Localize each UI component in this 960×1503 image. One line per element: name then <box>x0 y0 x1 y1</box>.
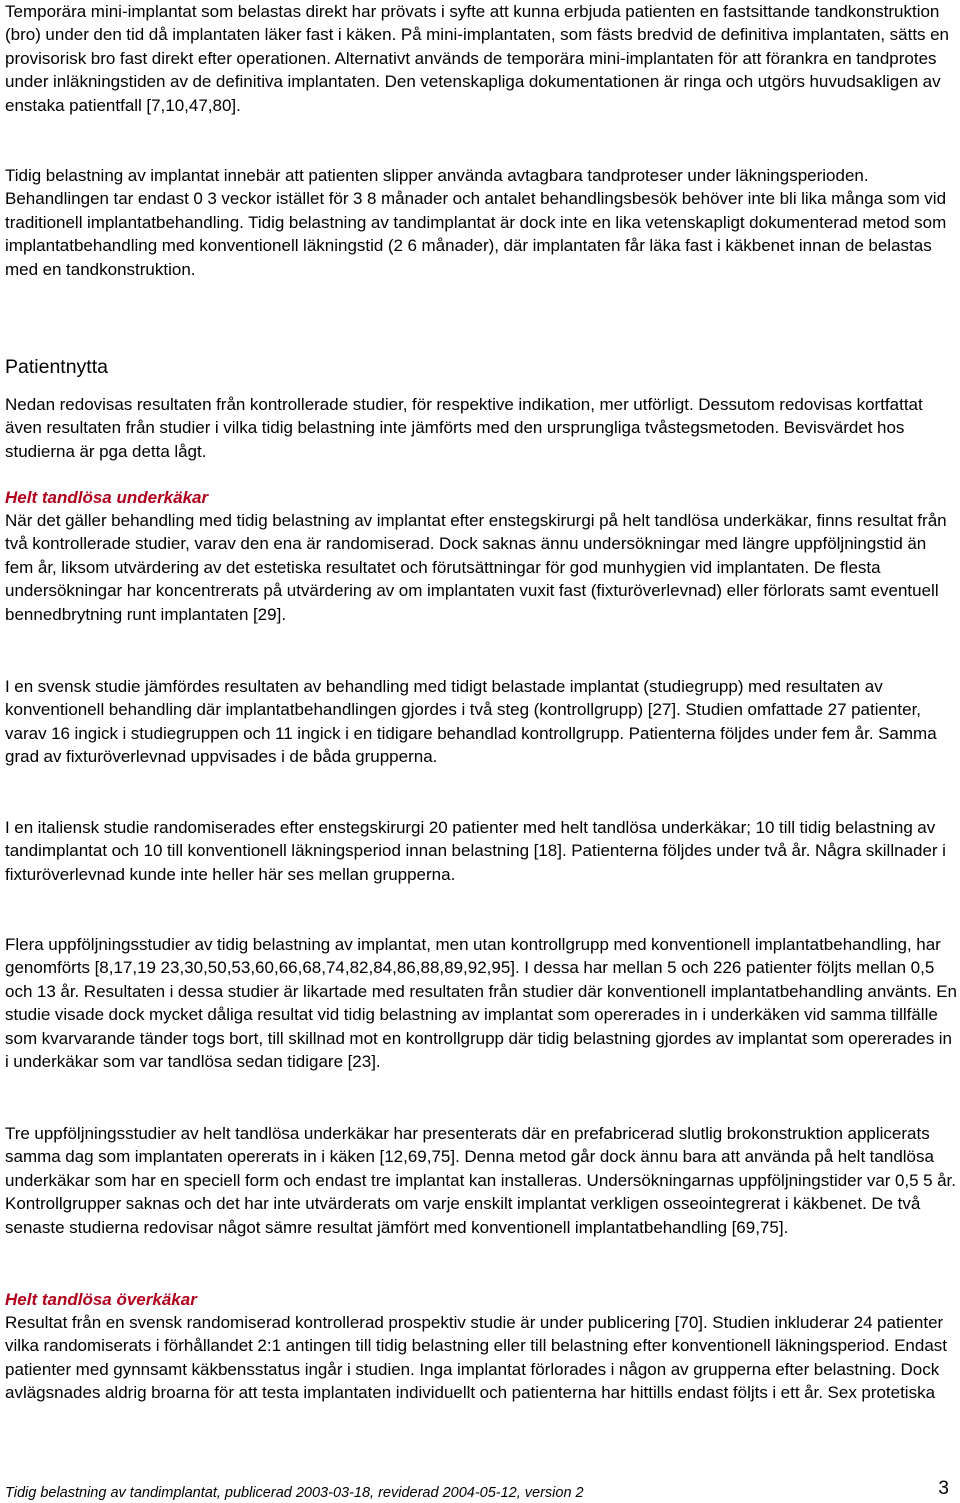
subheading-overkakar: Helt tandlösa överkäkar <box>5 1290 197 1309</box>
paragraph-text: Tre uppföljningsstudier av helt tandlösa underkäkar har presenterats där en prefabricerad slutlig brokonstruktion applicerats samma dag som implantaten opererats in i käken [12,69,75]. Denna metod går dock ännu bara att använda på helt tandlösa underkäkar som har en speciell form och endast tre implantat kan installeras. Undersökningarnas uppföljningstider var 0,5 5 år. Kontrollgrupper saknas och det har inte utvärderats om varje enskilt implantat verkligen osseointegrerat i käkbenet. De två senaste studierna redovisar något sämre resultat jämfört med konventionell implantatbehandling [69,75]. <box>5 1124 956 1237</box>
paragraph-text: Nedan redovisas resultaten från kontrollerade studier, för respektive indikation, mer utförligt. Dessutom redovisas kortfattat även resultaten från studier i vilka tidig belastning inte jämförts med den ursprungliga tvåstegsmetoden. Bevisvärdet hos studierna är pga detta lågt. <box>5 395 923 461</box>
underkakar-paragraph-4 <box>5 933 958 1073</box>
paragraph-text: När det gäller behandling med tidig belastning av implantat efter enstegskirurgi på helt tandlösa underkäkar, finns resultat från två kontrollerade studier, varav den ena är randomiserad. Dock saknas ännu undersökningar med längre uppföljningstid än fem år, liksom utvärdering av det estetiska resultatet och förutsättningar för god munhygien vid implantaten. De flesta undersökningar har koncentrerats på utvärdering av om implantaten vuxit fast (fixturöverlevnad) eller förlorats samt eventuell bennedbrytning runt implantaten [29]. <box>5 511 947 624</box>
section-heading-patientnytta: Patientnytta <box>5 356 108 378</box>
patientnytta-paragraph <box>5 393 958 463</box>
underkakar-paragraph-5 <box>5 1122 958 1239</box>
footer-text: Tidig belastning av tandimplantat, publicerad 2003-03-18, reviderad 2004-05-12, version 2 <box>5 1485 584 1501</box>
subheading-underkakar: Helt tandlösa underkäkar <box>5 488 209 507</box>
page-number: 3 <box>938 1478 949 1499</box>
overkakar-paragraph-1 <box>5 1311 958 1405</box>
paragraph-text: Temporära mini-implantat som belastas direkt har prövats i syfte att kunna erbjuda patienten en fastsittande tandkonstruktion (bro) under den tid då implantaten läker fast i käken. På mini-implantaten, som fästs bredvid de definitiva implantaten, sätts en provisorisk bro fast direkt efter operationen. Alternativt används de temporära mini-implantaten för att förankra en tandprotes under inläkningstiden av de definitiva implantaten. Den vetenskapliga dokumentationen är ringa och utgörs huvudsakligen av enstaka patientfall [7,10,47,80]. <box>5 2 949 115</box>
paragraph-text: Resultat från en svensk randomiserad kontrollerad prospektiv studie är under publicering [70]. Studien inkluderar 24 patienter vilka randomiserats i förhållandet 2:1 antingen till tidig belastning eller till belastning efter konventionell läkningsperiod. Endast patienter med gynnsamt käkbensstatus ingår i studien. Inga implantat förlorades i någon av grupperna efter belastning. Dock avlägsnades aldrig broarna för att testa implantaten individuellt och patienterna har hittills endast följts i ett år. Sex protetiska <box>5 1313 948 1403</box>
underkakar-paragraph-1 <box>5 509 958 626</box>
paragraph-text: I en svensk studie jämfördes resultaten av behandling med tidigt belastade implantat (studiegrupp) med resultaten av konventionell behandling där implantatbehandlingen gjordes i två steg (kontrollgrupp) [27]. Studien omfattade 27 patienter, varav 16 ingick i studiegruppen och 11 ingick i en tidigare behandlad kontrollgrupp. Patienterna följdes under fem år. Samma grad av fixturöverlevnad uppvisades i de båda grupperna. <box>5 677 937 767</box>
underkakar-paragraph-2 <box>5 675 958 769</box>
intro-paragraph-2 <box>5 164 950 281</box>
paragraph-text: I en italiensk studie randomiserades efter enstegskirurgi 20 patienter med helt tandlösa underkäkar; 10 till tidig belastning av tandimplantat och 10 till konventionell läkningsperiod innan belastning [18]. Patienterna följdes under två år. Några skillnader i fixturöverlevnad kunde inte heller här ses mellan grupperna. <box>5 818 946 884</box>
underkakar-paragraph-3 <box>5 816 958 886</box>
paragraph-text: Tidig belastning av implantat innebär att patienten slipper använda avtagbara tandproteser under läkningsperioden. Behandlingen tar endast 0 3 veckor istället för 3 8 månader och antalet behandlingsbesök behöver inte bli lika många som vid traditionell implantatbehandling. Tidig belastning av tandimplantat är dock inte en lika vetenskapligt dokumenterad metod som implantatbehandling med konventionell läkningstid (2 6 månader), där implantaten får läka fast i käkbenet innan de belastas med en tandkonstruktion. <box>5 166 947 279</box>
paragraph-text: Flera uppföljningsstudier av tidig belastning av implantat, men utan kontrollgrupp med konventionell implantatbehandling, har genomförts [8,17,19 23,30,50,53,60,66,68,74,82,84,86,88,89,92,95]. I dessa har mellan 5 och 226 patienter följts mellan 0,5 och 13 år. Resultaten i dessa studier är likartade med resultaten från studier där konventionell implantatbehandling använts. En studie visade dock mycket dåliga resultat vid tidig belastning av implantat som opererades in i underkäken vid samma tillfälle som kvarvarande tänder togs bort, till skillnad mot en kontrollgrupp där tidig belastning gjordes av implantat som opererades in i underkäkar som var tandlösa sedan tidigare [23]. <box>5 935 958 1072</box>
page-footer <box>5 1478 955 1502</box>
intro-paragraph-1 <box>5 0 958 117</box>
